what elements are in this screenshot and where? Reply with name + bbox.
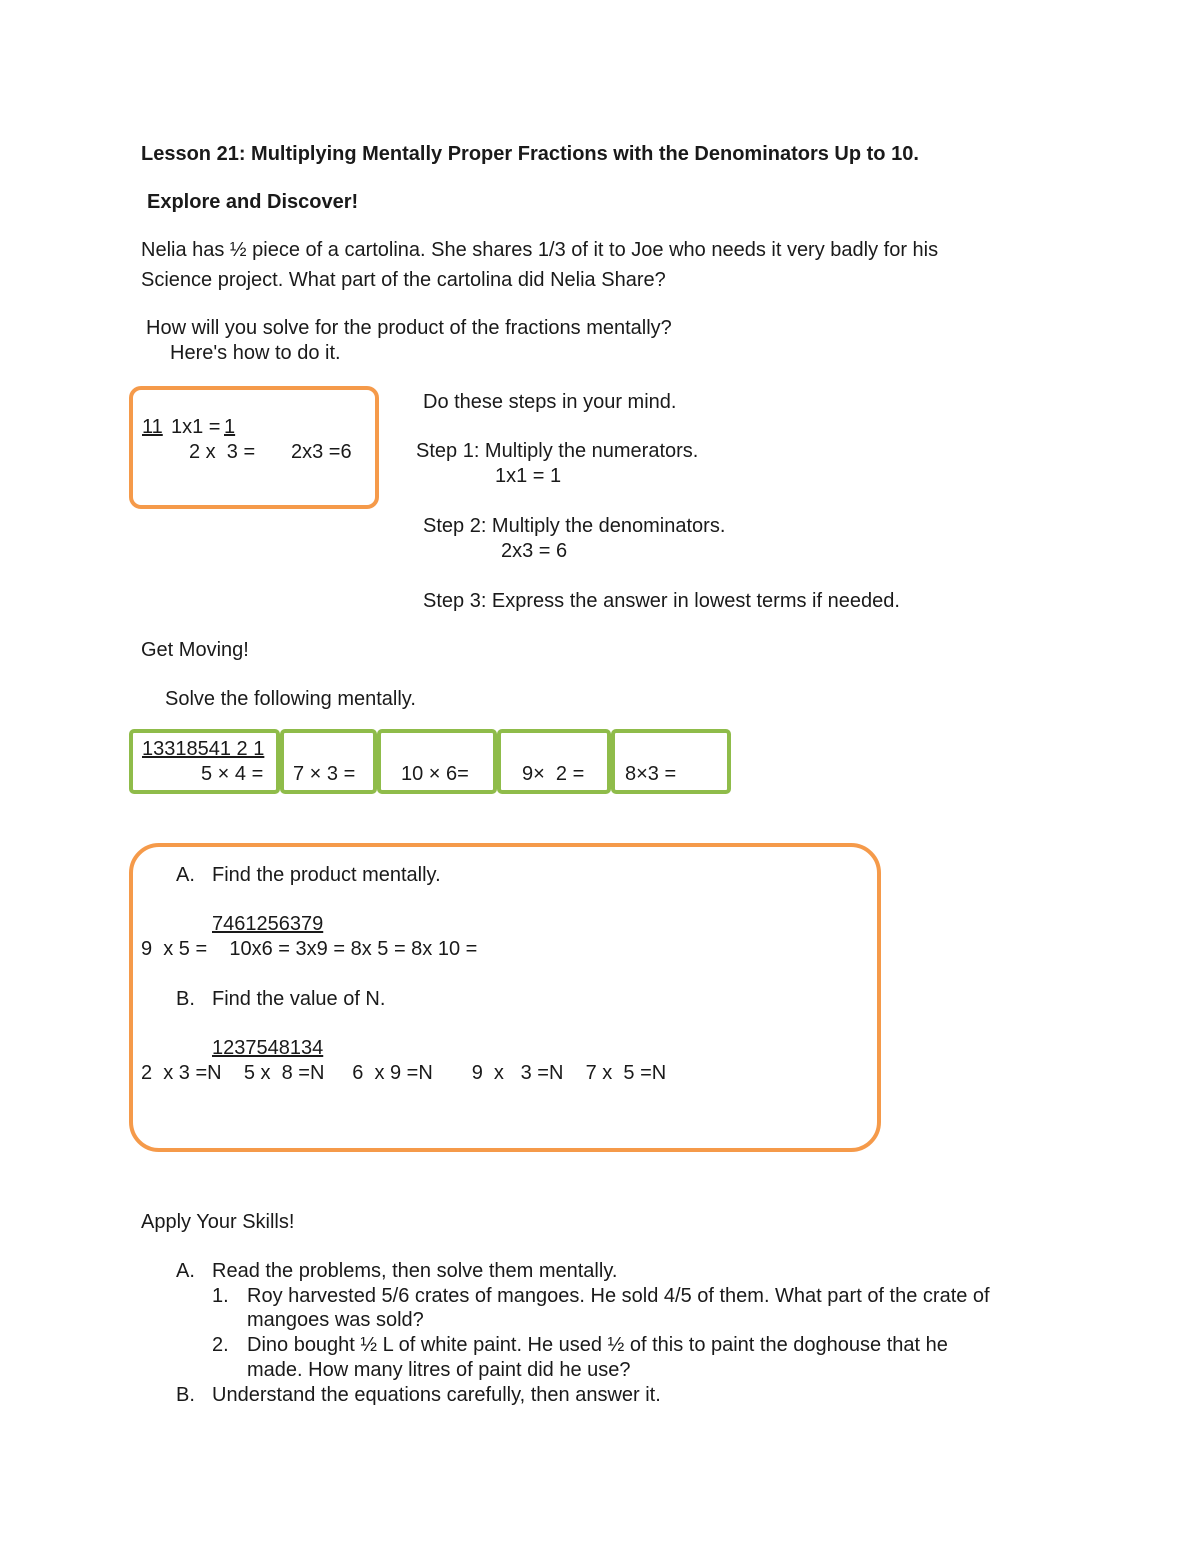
apply-problem-1-marker: 1. <box>212 1285 229 1307</box>
apply-problem-1-line1: Roy harvested 5/6 crates of mangoes. He sold 4/5 of them. What part of the crate of <box>247 1285 990 1307</box>
step-1-calc: 1x1 = 1 <box>495 465 562 487</box>
apply-a-marker: A. <box>176 1260 195 1282</box>
exercise-item-5: 8×3 = <box>625 763 677 785</box>
practice-b-marker: B. <box>176 988 195 1010</box>
get-moving-heading: Get Moving! <box>141 639 249 661</box>
practice-a-numerators: 7461256379 <box>212 913 324 935</box>
steps-intro: Do these steps in your mind. <box>423 391 677 413</box>
step-2: Step 2: Multiply the denominators. <box>423 515 726 537</box>
practice-a-marker: A. <box>176 864 195 886</box>
exercise-item-3: 10 × 6= <box>401 763 469 785</box>
exercise-item-2: 7 × 3 = <box>293 763 356 785</box>
question-text: How will you solve for the product of the fractions mentally? <box>146 317 672 339</box>
explore-heading: Explore and Discover! <box>147 191 359 213</box>
example-denominators: 2 x 3 = <box>189 441 256 463</box>
practice-b-equations: 2 x 3 =N 5 x 8 =N 6 x 9 =N 9 x 3 =N 7 x 5 =N <box>141 1062 667 1084</box>
lesson-title: Lesson 21: Multiplying Mentally Proper Fractions with the Denominators Up to 10. <box>141 143 919 165</box>
get-moving-instruction: Solve the following mentally. <box>165 688 416 710</box>
exercise-item-1: 5 × 4 = <box>201 763 264 785</box>
step-1: Step 1: Multiply the numerators. <box>416 440 699 462</box>
practice-a-label: Find the product mentally. <box>212 864 441 886</box>
apply-b-marker: B. <box>176 1384 195 1406</box>
step-3: Step 3: Express the answer in lowest terms if needed. <box>423 590 900 612</box>
apply-b-label: Understand the equations carefully, then answer it. <box>212 1384 661 1406</box>
example-numerators: 11 <box>142 416 163 438</box>
practice-b-numerators: 1237548134 <box>212 1037 324 1059</box>
apply-a-label: Read the problems, then solve them mentally. <box>212 1260 618 1282</box>
apply-problem-2-line2: made. How many litres of paint did he use? <box>247 1359 631 1381</box>
step-2-calc: 2x3 = 6 <box>501 540 568 562</box>
apply-heading: Apply Your Skills! <box>141 1211 295 1233</box>
apply-problem-2-marker: 2. <box>212 1334 229 1356</box>
howto-text: Here's how to do it. <box>170 342 341 364</box>
example-numerator-result: 1 <box>224 416 236 438</box>
exercise-item-4: 9× 2 = <box>522 763 585 785</box>
example-denominator-product: 2x3 =6 <box>291 441 352 463</box>
exercise-numerators: 13318541 2 1 <box>142 738 265 760</box>
example-numerator-product: 1x1 = <box>171 416 221 438</box>
problem-text-line1: Nelia has ½ piece of a cartolina. She shares 1/3 of it to Joe who needs it very badly for his <box>141 239 939 261</box>
practice-a-equations: 9 x 5 = 10x6 = 3x9 = 8x 5 = 8x 10 = <box>141 938 478 960</box>
apply-problem-2-line1: Dino bought ½ L of white paint. He used ½ of this to paint the doghouse that he <box>247 1334 948 1356</box>
practice-b-label: Find the value of N. <box>212 988 386 1010</box>
apply-problem-1-line2: mangoes was sold? <box>247 1309 424 1331</box>
problem-text-line2: Science project. What part of the cartolina did Nelia Share? <box>141 269 666 291</box>
